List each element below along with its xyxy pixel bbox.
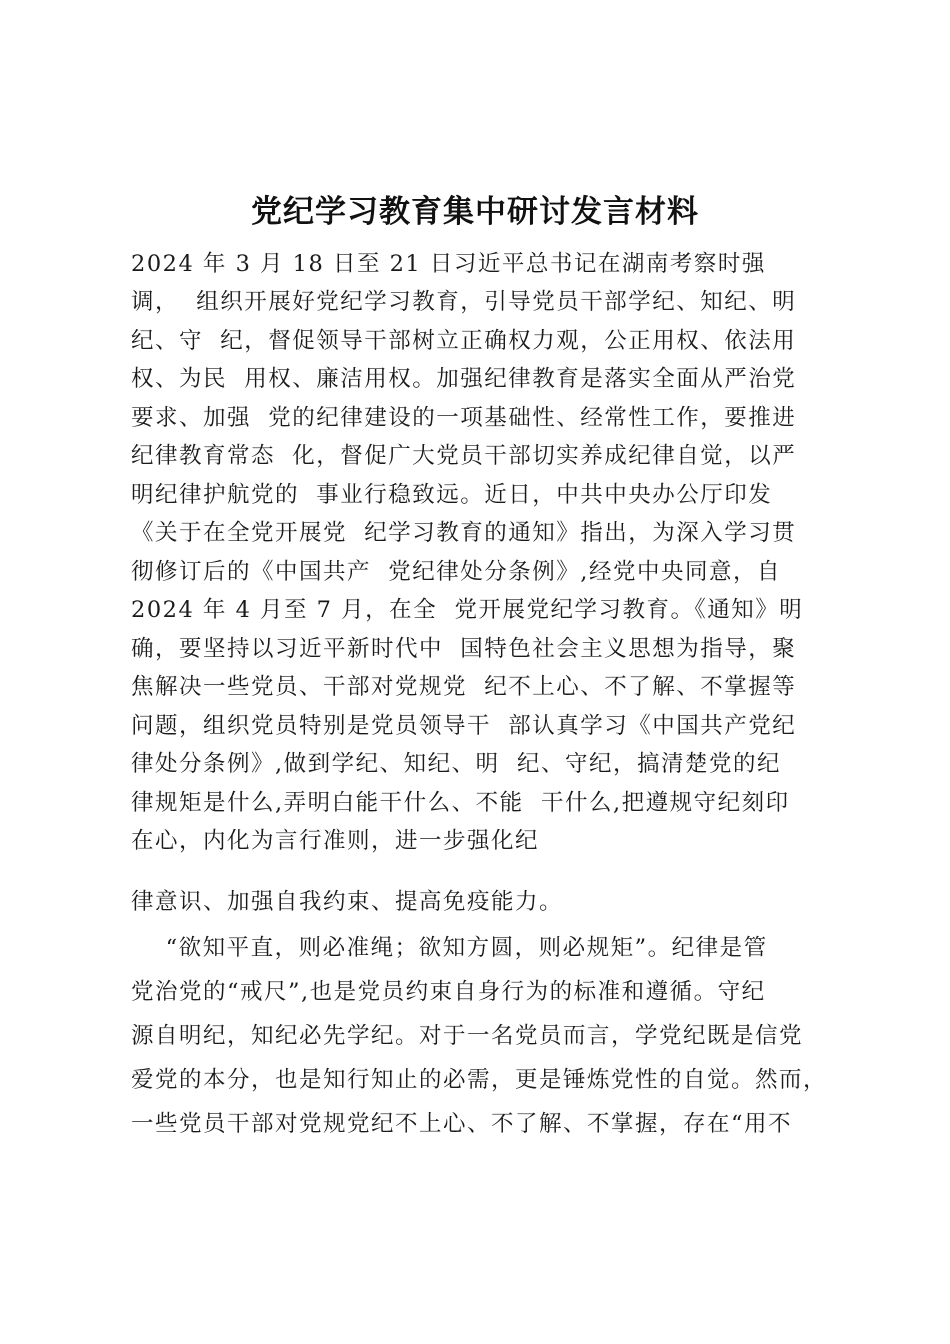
text-line: 确，要坚持以习近平新时代中 国特色社会主义思想为指导，聚: [131, 636, 797, 662]
text-line: 焦解决一些党员、干部对党规党 纪不上心、不了解、不掌握等: [131, 674, 797, 700]
text-line: 2024 年 3 月 18 日至 21 日习近平总书记在湖南考察时强: [131, 251, 766, 277]
text-line: 纪律教育常态 化，督促广大党员干部切实养成纪律自觉，以严: [131, 443, 797, 469]
text-line: 源自明纪，知纪必先学纪。对于一名党员而言，学党纪既是信党: [131, 1023, 804, 1049]
text-line: 律规矩是什么,弄明白能干什么、不能 干什么,把遵规守纪刻印: [131, 790, 790, 816]
text-line: 2024 年 4 月至 7 月，在全 党开展党纪学习教育。《通知》明: [131, 597, 804, 623]
text-line: 问题，组织党员特别是党员领导干 部认真学习《中国共产党纪: [131, 713, 797, 739]
document-title: 党纪学习教育集中研讨发言材料: [251, 194, 699, 230]
text-line: 彻修订后的《中国共产 党纪律处分条例》,经党中央同意，自: [131, 559, 781, 585]
text-line: “欲知平直，则必准绳；欲知方圆，则必规矩”。纪律是管: [131, 935, 768, 961]
text-line: 明纪律护航党的 事业行稳致远。近日，中共中央办公厅印发: [131, 482, 773, 508]
text-line: 律意识、加强自我约束、提高免疫能力。: [131, 889, 564, 915]
text-line: 在心，内化为言行准则，进一步强化纪: [131, 828, 540, 854]
text-line: 爱党的本分，也是知行知止的必需，更是锤炼党性的自觉。然而，: [131, 1067, 828, 1093]
text-line: 调， 组织开展好党纪学习教育，引导党员干部学纪、知纪、明: [131, 289, 797, 315]
text-line: 党治党的“戒尺”,也是党员约束自身行为的标准和遵循。守纪: [131, 979, 766, 1005]
text-line: 权、为民 用权、廉洁用权。加强纪律教育是落实全面从严治党: [131, 366, 797, 392]
text-line: 纪、守 纪，督促领导干部树立正确权力观，公正用权、依法用: [131, 328, 797, 354]
text-line: 《关于在全党开展党 纪学习教育的通知》指出，为深入学习贯: [131, 520, 797, 546]
text-line: 律处分条例》,做到学纪、知纪、明 纪、守纪，搞清楚党的纪: [131, 751, 781, 777]
text-line: 要求、加强 党的纪律建设的一项基础性、经常性工作，要推进: [131, 405, 797, 431]
text-line: 一些党员干部对党规党纪不上心、不了解、不掌握，存在“用不: [131, 1111, 793, 1137]
